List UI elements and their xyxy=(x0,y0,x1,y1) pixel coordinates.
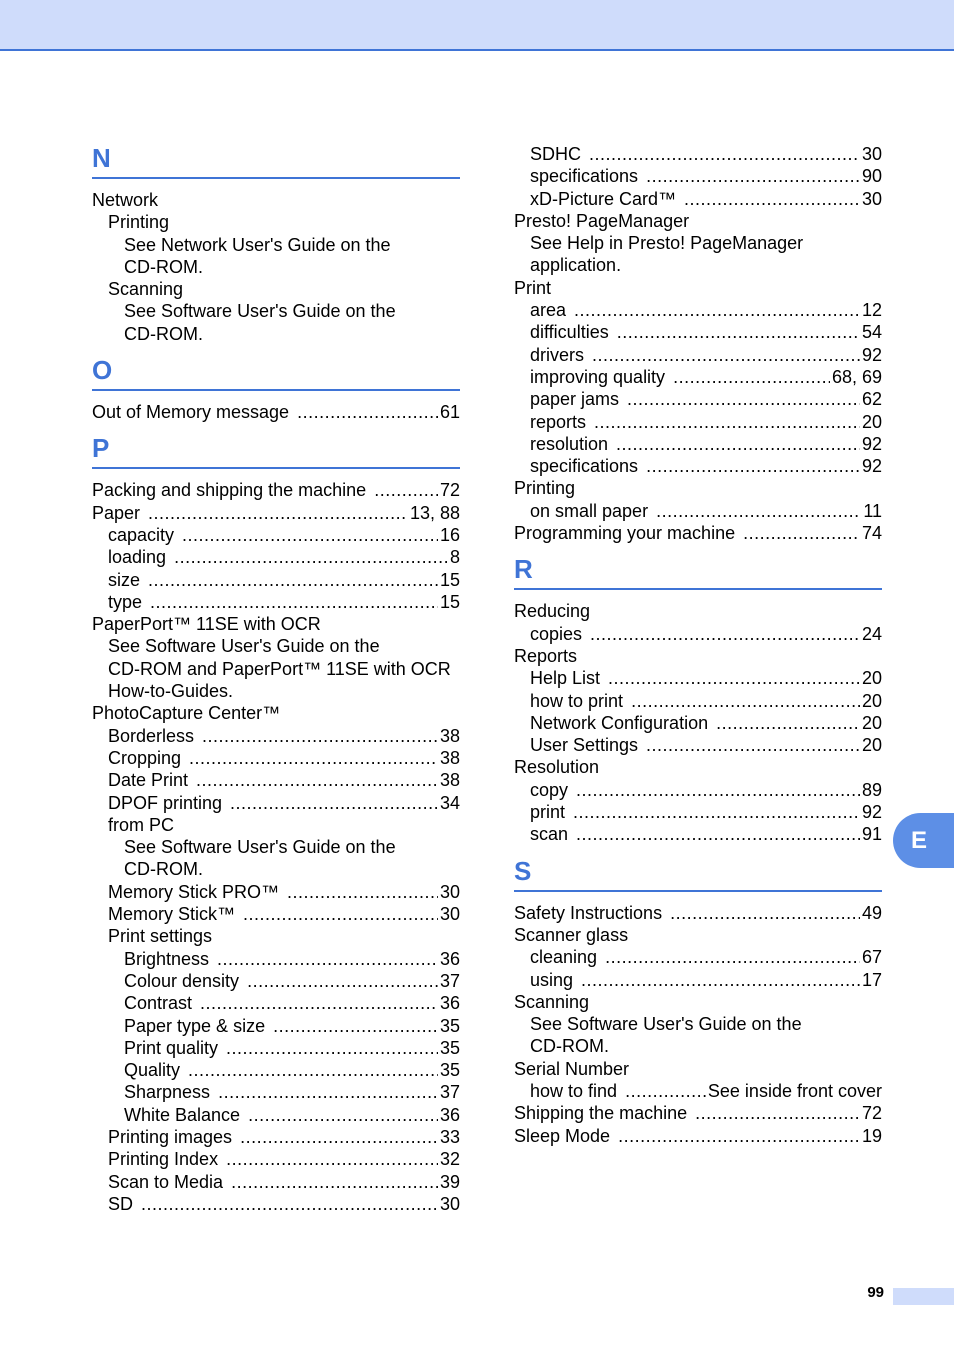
dot-leader xyxy=(616,433,860,455)
dot-leader xyxy=(608,667,860,689)
dot-leader xyxy=(656,500,861,522)
entry-page-ref: 30 xyxy=(861,188,882,209)
entry-term: how to find xyxy=(530,1080,618,1101)
dot-leader xyxy=(646,165,860,187)
index-entry xyxy=(92,925,460,947)
entry-term: Date Print xyxy=(108,770,189,791)
index-entry xyxy=(514,455,882,477)
index-entry xyxy=(92,502,460,524)
index-entry xyxy=(92,1037,460,1059)
entry-term: Shipping the machine xyxy=(514,1103,688,1124)
index-entry xyxy=(92,546,460,568)
dot-leader xyxy=(188,1059,438,1081)
entry-term: Colour density xyxy=(124,970,240,991)
entry-term: CD-ROM. xyxy=(124,256,203,277)
entry-page-ref: 39 xyxy=(439,1171,460,1192)
entry-term: PhotoCapture Center™ xyxy=(92,703,281,724)
entry-term: Memory Stick™ xyxy=(108,904,236,925)
index-section-o xyxy=(92,355,460,423)
entry-term: how to print xyxy=(530,690,624,711)
index-entry xyxy=(514,277,882,299)
entry-page-ref: 15 xyxy=(439,591,460,612)
index-entry xyxy=(514,690,882,712)
index-entry xyxy=(92,769,460,791)
entry-page-ref: 38 xyxy=(439,725,460,746)
entry-page-ref: 20 xyxy=(861,668,882,689)
entry-page-ref: 30 xyxy=(439,881,460,902)
index-entry xyxy=(514,210,882,232)
index-entry xyxy=(92,278,460,300)
chapter-tab: E xyxy=(893,813,954,868)
index-entry xyxy=(514,433,882,455)
dot-leader xyxy=(589,143,860,165)
entry-term: loading xyxy=(108,547,167,568)
entry-term: CD-ROM and PaperPort™ 11SE with OCR xyxy=(108,658,451,679)
entry-term: Memory Stick PRO™ xyxy=(108,881,280,902)
entry-term: See Software User's Guide on the xyxy=(530,1014,802,1035)
entry-term: Sharpness xyxy=(124,1082,211,1103)
dot-leader xyxy=(576,779,860,801)
entry-term: Network Configuration xyxy=(530,712,709,733)
index-entry xyxy=(514,522,882,544)
index-entry xyxy=(514,1035,882,1057)
entry-page-ref: 19 xyxy=(861,1125,882,1146)
dot-leader xyxy=(174,546,448,568)
index-entry xyxy=(92,591,460,613)
entry-term: Help List xyxy=(530,668,601,689)
dot-leader xyxy=(226,1148,438,1170)
index-entry xyxy=(92,814,460,836)
dot-leader xyxy=(743,522,860,544)
dot-leader xyxy=(592,344,860,366)
index-entry xyxy=(92,211,460,233)
section-letter: S xyxy=(514,855,532,886)
entry-term: from PC xyxy=(108,814,175,835)
page-number: 99 xyxy=(867,1284,884,1301)
index-entry xyxy=(92,1148,460,1170)
entry-term: specifications xyxy=(530,456,639,477)
index-entry xyxy=(514,645,882,667)
entry-term: Presto! PageManager xyxy=(514,210,690,231)
entry-page-ref: 8 xyxy=(449,547,460,568)
index-entry xyxy=(92,948,460,970)
index-entry xyxy=(514,623,882,645)
entry-page-ref: 17 xyxy=(861,969,882,990)
index-entry xyxy=(92,881,460,903)
entry-term: Programming your machine xyxy=(514,523,736,544)
entry-term: White Balance xyxy=(124,1104,241,1125)
entry-page-ref: See inside front cover xyxy=(707,1080,882,1101)
section-rule xyxy=(92,389,460,391)
entry-term: Network xyxy=(92,190,159,210)
index-entry xyxy=(514,411,882,433)
index-entry xyxy=(514,823,882,845)
dot-leader xyxy=(716,712,860,734)
entry-term: improving quality xyxy=(530,366,666,387)
index-entry xyxy=(514,969,882,991)
index-entry xyxy=(92,256,460,278)
dot-leader xyxy=(218,1081,438,1103)
dot-leader xyxy=(247,970,438,992)
entry-term: Safety Instructions xyxy=(514,902,663,923)
dot-leader xyxy=(148,502,408,524)
entry-term: CD-ROM. xyxy=(124,859,203,880)
entry-term: Print settings xyxy=(108,926,213,947)
dot-leader xyxy=(627,388,860,410)
dot-leader xyxy=(297,401,438,423)
section-rule xyxy=(92,177,460,179)
entry-term: Sleep Mode xyxy=(514,1125,611,1146)
index-section-s xyxy=(514,856,882,1147)
entry-term: Reducing xyxy=(514,601,591,622)
entry-term: type xyxy=(108,591,143,612)
dot-leader xyxy=(182,524,438,546)
dot-leader xyxy=(574,299,860,321)
entry-page-ref: 12 xyxy=(861,300,882,321)
entry-term: Print quality xyxy=(124,1037,219,1058)
entry-term: resolution xyxy=(530,433,609,454)
dot-leader xyxy=(202,725,438,747)
dot-leader xyxy=(646,734,860,756)
entry-page-ref: 20 xyxy=(861,712,882,733)
dot-leader xyxy=(594,411,860,433)
dot-leader xyxy=(240,1126,438,1148)
section-letter: O xyxy=(92,355,113,386)
entry-page-ref: 24 xyxy=(861,623,882,644)
dot-leader xyxy=(576,823,860,845)
entry-page-ref: 91 xyxy=(861,824,882,845)
index-section-p-continued xyxy=(514,143,882,544)
entry-page-ref: 35 xyxy=(439,1060,460,1081)
index-entry xyxy=(514,734,882,756)
index-entry xyxy=(514,756,882,778)
dot-leader xyxy=(217,948,438,970)
index-entry xyxy=(92,323,460,345)
entry-term: Contrast xyxy=(124,993,193,1014)
entry-term: SDHC xyxy=(530,144,582,164)
index-entry xyxy=(514,902,882,924)
dot-leader xyxy=(196,769,438,791)
dot-leader xyxy=(141,1193,438,1215)
index-entry xyxy=(514,946,882,968)
entry-page-ref: 72 xyxy=(439,480,460,501)
entry-page-ref: 36 xyxy=(439,993,460,1014)
entry-term: print xyxy=(530,802,566,823)
entry-term: capacity xyxy=(108,524,175,545)
index-entry xyxy=(92,1081,460,1103)
entry-term: Cropping xyxy=(108,747,182,768)
entry-term: reports xyxy=(530,411,587,432)
index-entry xyxy=(92,1104,460,1126)
index-entry xyxy=(514,188,882,210)
index-entry xyxy=(514,1058,882,1080)
entry-page-ref: 89 xyxy=(861,779,882,800)
entry-term: Resolution xyxy=(514,757,600,778)
index-entry xyxy=(514,299,882,321)
entry-page-ref: 62 xyxy=(861,389,882,410)
dot-leader xyxy=(590,623,860,645)
entry-term: See Network User's Guide on the xyxy=(124,234,391,255)
entry-term: How-to-Guides. xyxy=(108,681,234,702)
dot-leader xyxy=(230,792,438,814)
entry-page-ref: 13, 88 xyxy=(409,502,460,523)
entry-page-ref: 37 xyxy=(439,970,460,991)
index-entry xyxy=(92,300,460,322)
entry-term: Paper xyxy=(92,502,141,523)
dot-leader xyxy=(646,455,860,477)
entry-term: Scanning xyxy=(514,991,590,1012)
entry-page-ref: 32 xyxy=(439,1149,460,1170)
entry-page-ref: 92 xyxy=(861,456,882,477)
dot-leader xyxy=(248,1104,438,1126)
entry-page-ref: 36 xyxy=(439,1104,460,1125)
index-entry xyxy=(92,680,460,702)
entry-page-ref: 54 xyxy=(861,322,882,343)
section-entries xyxy=(92,189,460,345)
entry-term: Printing Index xyxy=(108,1149,219,1170)
dot-leader xyxy=(631,690,860,712)
index-entry xyxy=(92,524,460,546)
entry-term: See Software User's Guide on the xyxy=(124,837,396,858)
section-letter: N xyxy=(92,143,111,173)
entry-term: PaperPort™ 11SE with OCR xyxy=(92,614,321,635)
index-entry xyxy=(514,366,882,388)
index-entry xyxy=(514,1013,882,1035)
index-entry xyxy=(92,1171,460,1193)
index-entry xyxy=(514,500,882,522)
section-rule xyxy=(514,890,882,892)
entry-page-ref: 38 xyxy=(439,747,460,768)
entry-page-ref: 34 xyxy=(439,792,460,813)
dot-leader xyxy=(684,188,860,210)
index-entry xyxy=(92,635,460,657)
index-entry xyxy=(514,600,882,622)
index-entry xyxy=(514,165,882,187)
entry-term: Scan to Media xyxy=(108,1171,224,1192)
dot-leader xyxy=(625,1080,706,1102)
entry-term: SD xyxy=(108,1193,134,1214)
dot-leader xyxy=(605,946,860,968)
index-entry xyxy=(514,477,882,499)
entry-term: copies xyxy=(530,623,583,644)
section-entries xyxy=(92,479,460,1215)
section-entries xyxy=(514,600,882,845)
index-entry xyxy=(514,1102,882,1124)
index-entry xyxy=(92,613,460,635)
index-entry xyxy=(514,1125,882,1147)
index-entry xyxy=(514,388,882,410)
index-entry xyxy=(514,667,882,689)
index-section-r xyxy=(514,554,882,845)
entry-term: Out of Memory message xyxy=(92,402,290,423)
entry-page-ref: 92 xyxy=(861,344,882,365)
entry-page-ref: 74 xyxy=(861,523,882,544)
entry-page-ref: 37 xyxy=(439,1082,460,1103)
dot-leader xyxy=(573,801,860,823)
entry-term: Packing and shipping the machine xyxy=(92,480,367,501)
entry-term: User Settings xyxy=(530,735,639,756)
index-section-n xyxy=(92,143,460,345)
dot-leader xyxy=(231,1171,438,1193)
entry-term: See Software User's Guide on the xyxy=(108,636,380,657)
index-column-right xyxy=(514,143,882,1157)
entry-term: Scanner glass xyxy=(514,924,629,945)
entry-page-ref: 35 xyxy=(439,1015,460,1036)
entry-page-ref: 30 xyxy=(861,144,882,164)
dot-leader xyxy=(374,479,438,501)
dot-leader xyxy=(200,992,438,1014)
entry-term: Quality xyxy=(124,1060,181,1081)
dot-leader xyxy=(670,902,860,924)
entry-term: Printing xyxy=(108,212,170,233)
entry-term: size xyxy=(108,569,141,590)
index-entry xyxy=(514,712,882,734)
entry-term: scan xyxy=(530,824,569,845)
entry-page-ref: 61 xyxy=(439,402,460,423)
index-entry xyxy=(92,836,460,858)
entry-term: copy xyxy=(530,779,569,800)
index-entry xyxy=(92,747,460,769)
entry-term: DPOF printing xyxy=(108,792,223,813)
dot-leader xyxy=(189,747,438,769)
dot-leader xyxy=(673,366,830,388)
entry-page-ref: 11 xyxy=(863,500,882,521)
entry-term: area xyxy=(530,300,567,321)
entry-term: Serial Number xyxy=(514,1058,630,1079)
index-entry xyxy=(92,1193,460,1215)
entry-term: Brightness xyxy=(124,948,210,969)
index-entry xyxy=(514,344,882,366)
entry-term: Paper type & size xyxy=(124,1015,266,1036)
entry-page-ref: 15 xyxy=(439,569,460,590)
index-entry xyxy=(92,234,460,256)
index-entry xyxy=(92,992,460,1014)
section-entries xyxy=(514,143,882,544)
dot-leader xyxy=(243,903,438,925)
index-entry xyxy=(92,970,460,992)
section-rule xyxy=(92,467,460,469)
section-entries xyxy=(92,401,460,423)
entry-term: specifications xyxy=(530,166,639,187)
dot-leader xyxy=(618,1125,860,1147)
index-entry xyxy=(92,858,460,880)
entry-term: Reports xyxy=(514,645,578,666)
entry-term: Print xyxy=(514,277,552,298)
index-entry xyxy=(514,321,882,343)
entry-term: Scanning xyxy=(108,279,184,300)
entry-page-ref: 38 xyxy=(439,770,460,791)
entry-page-ref: 36 xyxy=(439,948,460,969)
index-entry xyxy=(514,924,882,946)
entry-term: See Help in Presto! PageManager xyxy=(530,233,804,254)
dot-leader xyxy=(273,1015,438,1037)
entry-page-ref: 49 xyxy=(861,902,882,923)
entry-term: paper jams xyxy=(530,389,620,410)
index-entry xyxy=(92,1059,460,1081)
index-entry xyxy=(92,1126,460,1148)
entry-term: drivers xyxy=(530,344,585,365)
entry-term: Printing xyxy=(514,478,576,499)
entry-page-ref: 90 xyxy=(861,166,882,187)
index-entry xyxy=(92,1015,460,1037)
entry-page-ref: 67 xyxy=(861,947,882,968)
dot-leader xyxy=(226,1037,438,1059)
index-entry xyxy=(92,658,460,680)
entry-term: See Software User's Guide on the xyxy=(124,301,396,322)
section-rule xyxy=(514,588,882,590)
index-entry xyxy=(92,401,460,423)
dot-leader xyxy=(150,591,438,613)
entry-page-ref: 35 xyxy=(439,1037,460,1058)
entry-term: CD-ROM. xyxy=(530,1036,609,1057)
entry-term: application. xyxy=(530,255,622,276)
index-section-p xyxy=(92,433,460,1215)
index-entry xyxy=(514,991,882,1013)
index-entry xyxy=(92,569,460,591)
dot-leader xyxy=(617,321,860,343)
index-entry xyxy=(514,254,882,276)
footer-bar xyxy=(893,1288,954,1305)
section-letter: R xyxy=(514,554,533,585)
entry-page-ref: 30 xyxy=(439,1193,460,1214)
dot-leader xyxy=(287,881,438,903)
index-entry xyxy=(92,702,460,724)
index-entry xyxy=(92,479,460,501)
index-entry xyxy=(92,189,460,211)
entry-page-ref: 92 xyxy=(861,802,882,823)
index-entry xyxy=(92,903,460,925)
entry-term: Printing images xyxy=(108,1126,233,1147)
entry-term: on small paper xyxy=(530,500,649,521)
index-entry xyxy=(514,779,882,801)
index-entry xyxy=(514,801,882,823)
entry-term: xD-Picture Card™ xyxy=(530,188,677,209)
entry-term: cleaning xyxy=(530,947,598,968)
entry-page-ref: 72 xyxy=(861,1103,882,1124)
dot-leader xyxy=(148,569,438,591)
entry-page-ref: 16 xyxy=(439,524,460,545)
section-entries xyxy=(514,902,882,1147)
header-bar xyxy=(0,0,954,51)
dot-leader xyxy=(581,969,860,991)
entry-page-ref: 20 xyxy=(861,690,882,711)
index-column-left xyxy=(92,143,460,1225)
entry-page-ref: 20 xyxy=(861,735,882,756)
index-entry xyxy=(92,792,460,814)
entry-page-ref: 68, 69 xyxy=(831,366,882,387)
entry-term: difficulties xyxy=(530,322,609,343)
index-entry xyxy=(514,143,882,165)
entry-term: Borderless xyxy=(108,725,195,746)
index-entry xyxy=(514,1080,882,1102)
entry-term: using xyxy=(530,969,574,990)
index-entry xyxy=(92,725,460,747)
dot-leader xyxy=(695,1102,860,1124)
entry-page-ref: 33 xyxy=(439,1126,460,1147)
entry-page-ref: 30 xyxy=(439,904,460,925)
index-entry xyxy=(514,232,882,254)
entry-page-ref: 20 xyxy=(861,411,882,432)
section-letter: P xyxy=(92,433,110,464)
entry-page-ref: 92 xyxy=(861,433,882,454)
entry-term: CD-ROM. xyxy=(124,323,203,344)
